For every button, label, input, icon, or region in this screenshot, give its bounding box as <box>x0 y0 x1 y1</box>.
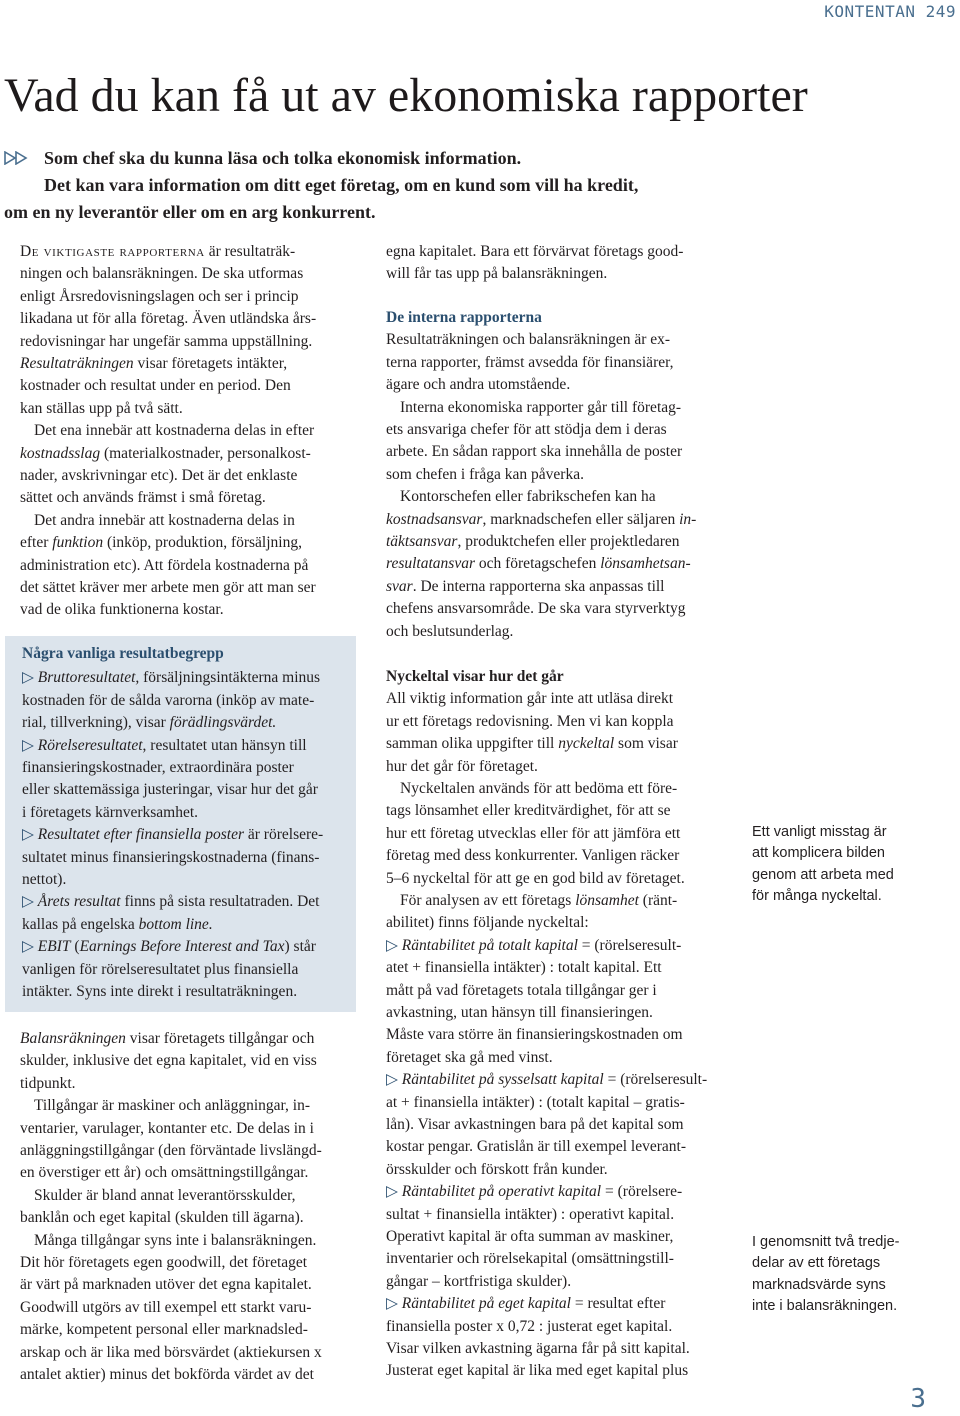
text-line: avkastning, utan hänsyn till finansieringen. <box>386 1004 653 1021</box>
text-line: administration etc). Att fördela kostnaderna på <box>20 556 309 574</box>
text-line: Måste vara större än finansieringskostnaden om <box>386 1026 683 1044</box>
text-line: atet + finansiella intäkter) : totalt kapital. Ett <box>386 959 662 977</box>
triangle-bullet-icon: ▷ <box>22 669 34 687</box>
text-line: märke, kompetent personal eller marknadsled- <box>20 1321 308 1339</box>
text-line: All viktig information går inte att utläsa direkt <box>386 690 674 708</box>
triangle-bullet-icon: ▷ <box>386 1071 398 1089</box>
list-item: ▷ Bruttoresultatet, försäljningsintäkterna minus <box>22 669 321 687</box>
text-line: kostnader och resultat under en period. Den <box>20 377 291 395</box>
text-line: samman olika uppgifter till nyckeltal som visar <box>386 735 678 753</box>
text-line: finansiella poster x 0,72 : justerat eget kapital. <box>386 1317 673 1335</box>
text-line: täktsansvar, produktchefen eller projektledaren <box>386 533 680 550</box>
term: Årets resultat <box>37 893 121 911</box>
text-line: ventarier, varulager, kontanter etc. De delas in i <box>20 1119 314 1137</box>
text-line: vad de olika funktionerna kostar. <box>20 601 224 619</box>
running-header <box>756 2 956 26</box>
text-line: De viktigaste rapporterna är resultaträk- <box>20 243 296 260</box>
text-line: kan ställas upp på två sätt. <box>20 399 183 417</box>
text-line: enligt Årsredovisningslagen och ser i princip <box>20 287 299 305</box>
term: Bruttoresultatet, <box>37 669 140 687</box>
triangle-bullet-icon: ▷ <box>386 1183 398 1201</box>
sidenote-2 <box>752 1232 952 1322</box>
text-line: sultatet minus finansieringskostnaderna (finans- <box>22 848 320 866</box>
text-line: Visar vilken avkastning ägarna får på sitt kapital. <box>386 1340 690 1357</box>
text-line: nettot). <box>22 871 67 888</box>
text-line: Många tillgångar syns inte i balansräkningen. <box>34 1231 317 1249</box>
text-line: efter funktion (inköp, produktion, försäljning, <box>20 534 302 552</box>
triangle-bullet-icon: ▷ <box>22 938 34 956</box>
concepts-box <box>5 636 356 1012</box>
sidenote-line: inte i balansräkningen. <box>752 1297 898 1314</box>
term: Resultaträkningen <box>20 355 134 372</box>
text-line: terna rapporter, främst avsedda för finansiärer, <box>386 353 674 371</box>
list-item: ▷ Räntabilitet på eget kapital = resultat efter <box>386 1295 666 1313</box>
triangle-bullet-icon: ▷ <box>22 893 34 911</box>
term: EBIT <box>37 938 71 956</box>
text-line: företaget ska gå med vinst. <box>386 1048 553 1066</box>
term: in- <box>679 510 697 528</box>
text-line: i företagets kärnverksamhet. <box>22 803 199 821</box>
list-item: ▷ Räntabilitet på operativt kapital = (rörelsere- <box>386 1183 683 1201</box>
text-line: För analysen av ett företags lönsamhet (ränt- <box>400 892 678 909</box>
text-line: anläggningstillgångar (den förväntade livslängd- <box>20 1142 322 1159</box>
text-line: företag med dess konkurrenter. Vanligen räcker <box>386 847 680 865</box>
text-line: skulder, inklusive det egna kapitalet, vid en viss <box>20 1052 317 1070</box>
triangle-bullet-icon: ▷ <box>22 826 34 844</box>
page-number: 3 <box>910 1384 926 1414</box>
sidenote-line: att komplicera bilden <box>752 845 885 862</box>
text-line: det sättet kräver mer arbete men gör att man ser <box>20 579 316 596</box>
list-item: ▷ Resultatet efter finansiella poster är rörelsere- <box>22 826 324 844</box>
text-line: hur det går för företaget. <box>386 757 538 775</box>
list-item: ▷ Rörelseresultatet, resultatet utan hänsyn till <box>22 736 307 754</box>
term: Balansräkningen <box>20 1030 126 1047</box>
lead-line: Det kan vara information om ditt eget företag, om en kund som vill ha kredit, <box>44 175 639 195</box>
text-line: hur ett företag utvecklas eller för att jämföra ett <box>386 824 681 842</box>
text-line: nader, avskrivningar etc). Det är det enklaste <box>20 467 298 484</box>
sidenote-line: Ett vanligt misstag är <box>752 824 887 840</box>
text-line: och beslutsunderlag. <box>386 622 514 640</box>
section-heading: De interna rapporterna <box>386 309 542 326</box>
text-line: Goodwill utgörs av till exempel ett starkt varu- <box>20 1298 312 1316</box>
term: bottom line. <box>138 915 213 933</box>
triangle-bullet-icon: ▷ <box>386 936 398 954</box>
text-line: Operativt kapital är ofta summan av maskiner, <box>386 1228 674 1245</box>
section-heading: Nyckeltal visar hur det går <box>386 668 564 685</box>
term: lönsamhetsan- <box>600 555 691 573</box>
text-line: Tillgångar är maskiner och anläggningar, in- <box>34 1097 311 1115</box>
text-line: ningen och balansräkningen. De ska utformas <box>20 265 304 283</box>
term: Räntabilitet på totalt kapital <box>401 936 578 954</box>
sidenote-line: marknadsvärde syns <box>752 1276 886 1293</box>
sidenote-line: I genomsnitt två tredje- <box>752 1234 900 1250</box>
text-line: Dit hör företagets egen goodwill, det företaget <box>20 1254 308 1271</box>
text-line: intäkter. Syns inte direkt i resultaträkningen. <box>22 983 298 1000</box>
text-line: kostnaden för de sålda varorna (inköp av mate- <box>22 691 315 709</box>
box-heading: Några vanliga resultatbegrepp <box>22 645 224 662</box>
text-line: kostnadsansvar, marknadschefen eller säljaren in- <box>386 510 697 528</box>
term: förädlingsvärdet. <box>169 714 277 732</box>
term: kostnadsansvar <box>386 510 483 528</box>
term: Earnings Before Interest and Tax <box>79 938 285 956</box>
text-line: Balansräkningen visar företagets tillgångar och <box>20 1030 315 1047</box>
text-line: en överstiger ett år) och omsättningstillgångar. <box>20 1164 309 1182</box>
text-line: at + finansiella intäkter) : (totalt kapital – gratis- <box>386 1093 685 1111</box>
list-item: ▷ Årets resultat finns på sista resultatraden. Det <box>22 893 320 911</box>
text-line: abilitet) finns följande nyckeltal: <box>386 914 589 932</box>
term: nyckeltal <box>558 735 615 753</box>
triangle-bullet-icon: ▷ <box>22 736 34 754</box>
text-line: Nyckeltalen används för att bedöma ett före- <box>400 780 678 797</box>
lead-line: Som chef ska du kunna läsa och tolka ekonomisk information. <box>44 148 522 168</box>
sidenote-line: delar av ett företags <box>752 1255 881 1272</box>
text-line: tidpunkt. <box>20 1074 76 1092</box>
term: svar <box>386 577 413 595</box>
page-title: Vad du kan få ut av ekonomiska rapporter <box>4 69 808 122</box>
text-line: Kontorschefen eller fabrikschefen kan ha <box>400 488 656 506</box>
text-line: ägare och andra utomstående. <box>386 376 571 394</box>
text-line: chefens ansvarsområde. De ska vara styrverktyg <box>386 600 686 618</box>
term: Räntabilitet på eget kapital <box>401 1295 571 1313</box>
text-line: banklån och eget kapital (skulden till ägarna). <box>20 1209 304 1227</box>
text-line: mått på vad företagets totala tillgångar ger i <box>386 981 657 999</box>
text-line: tags lönsamhet eller kreditvärdighet, för att se <box>386 802 671 820</box>
text-line: Det ena innebär att kostnaderna delas in efter <box>34 422 315 440</box>
term: lönsamhet <box>575 892 639 909</box>
sidenote-line: för många nyckeltal. <box>752 887 882 904</box>
text-line: vanligen för rörelseresultatet plus finansiella <box>22 960 299 978</box>
text-line: 5–6 nyckeltal för att ge en god bild av företaget. <box>386 869 685 887</box>
list-item: ▷ Räntabilitet på totalt kapital = (rörelseresult- <box>386 936 682 954</box>
term: kostnadsslag <box>20 444 101 462</box>
list-item: ▷ Räntabilitet på sysselsatt kapital = (rörelseresult- <box>386 1071 708 1089</box>
text-line: ets ansvariga chefer för att stödja dem i deras <box>386 421 667 438</box>
text-line: örsskulder och förskott från kunder. <box>386 1160 608 1178</box>
term: funktion <box>52 534 104 552</box>
term: Resultatet efter finansiella poster <box>37 826 245 844</box>
list-item: ▷ EBIT (Earnings Before Interest and Tax) står <box>22 938 316 956</box>
text-line: Skulder är bland annat leverantörsskulder, <box>34 1186 296 1204</box>
text-line: Justerat eget kapital är lika med eget kapital plus <box>386 1362 689 1380</box>
text-line: egna kapitalet. Bara ett förvärvat företags good- <box>386 243 684 260</box>
text-line: arbete. En sådan rapport ska innehålla de poster <box>386 443 683 461</box>
text-line: Det andra innebär att kostnaderna delas in <box>34 511 295 529</box>
term: Räntabilitet på sysselsatt kapital <box>401 1071 604 1089</box>
text-line: arskap och är lika med börsvärdet (aktiekursen x <box>20 1343 322 1361</box>
text-line: inventarier och rörelsekapital (omsättningstill- <box>386 1250 674 1268</box>
term: täktsansvar <box>386 533 458 550</box>
text-line: kostar pengar. Gratislån är till exempel leverant- <box>386 1138 686 1156</box>
lead-line: om en ny leverantör eller om en arg konkurrent. <box>4 202 376 222</box>
text-line: resultatansvar och företagschefen lönsamhetsan- <box>386 555 691 573</box>
text-line: gångar – kortfristiga skulder). <box>386 1272 572 1290</box>
sidenote-line: genom att arbeta med <box>752 866 894 883</box>
sidenote-1 <box>752 822 952 912</box>
triangle-bullet-icon: ▷ <box>386 1295 398 1313</box>
text-line: kallas på engelska bottom line. <box>22 915 213 933</box>
text-line: likadana ut för alla företag. Även utländska års- <box>20 310 317 328</box>
text-line: Resultaträkningen visar företagets intäkter, <box>20 355 288 372</box>
term: Rörelseresultatet <box>37 736 143 754</box>
text-line: svar. De interna rapporterna ska anpassas till <box>386 577 665 595</box>
double-arrow-icon <box>4 151 28 165</box>
text-line: rial, tillverkning), visar förädlingsvärdet. <box>22 714 277 732</box>
text-line: Resultaträkningen och balansräkningen är ex- <box>386 331 671 349</box>
text-line: Interna ekonomiska rapporter går till företag- <box>400 398 682 416</box>
lead-in: De viktigaste rapporterna <box>20 243 205 260</box>
term: resultatansvar <box>386 555 475 573</box>
text-line: kostnadsslag (materialkostnader, personalkost- <box>20 444 311 462</box>
text-line: redovisningar har ungefär samma uppställning. <box>20 332 313 350</box>
running-title: KONTENTAN 249 <box>824 2 956 21</box>
text-line: som chefen i fråga kan påverka. <box>386 465 584 483</box>
text-line: will får tas upp på balansräkningen. <box>386 265 608 283</box>
text-line: lån). Visar avkastningen bara på det kapital som <box>386 1116 684 1133</box>
text-line: sättet och används främst i små företag. <box>20 489 266 507</box>
text-line: är värt på marknaden utöver det egna kapitalet. <box>20 1276 312 1294</box>
text-line: eller skattemässiga justeringar, visar hur det går <box>22 781 318 799</box>
text-line: sultat + finansiella intäkter) : operativt kapital. <box>386 1205 675 1223</box>
term: Räntabilitet på operativt kapital <box>401 1183 602 1201</box>
text-line: ur ett företags redovisning. Men vi kan koppla <box>386 712 674 730</box>
text-line: antalet aktier) minus det bokförda värdet av det <box>20 1366 314 1383</box>
text-line: finansieringskostnader, extraordinära poster <box>22 759 294 776</box>
